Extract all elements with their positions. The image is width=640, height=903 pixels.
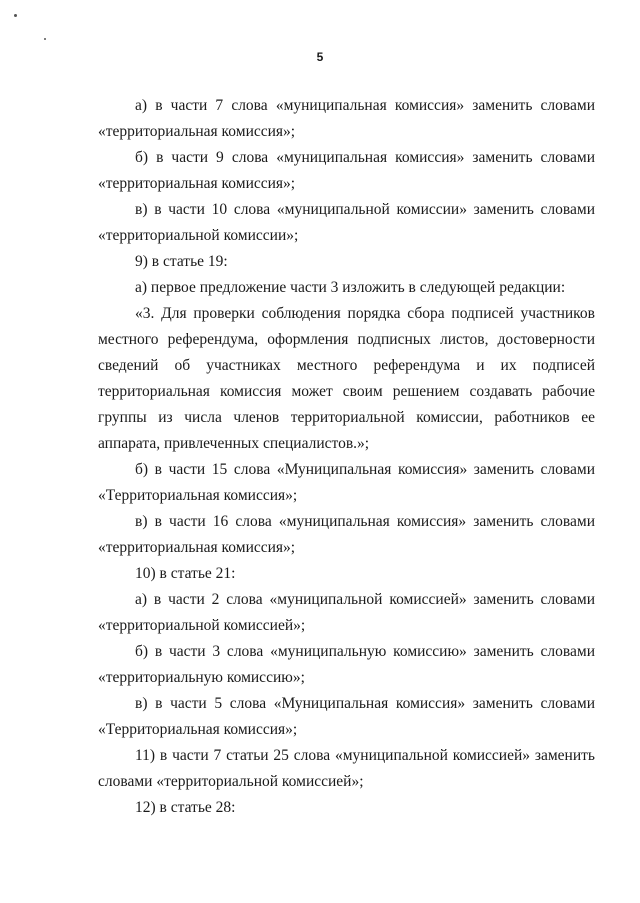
- paragraph: а) первое предложение части 3 изложить в следующей редакции:: [135, 279, 566, 296]
- document-body: [98, 93, 595, 821]
- paragraph: в) в части 16 слова «муниципальная комиссия» заменить словами «территориальная комиссия»;: [98, 513, 595, 556]
- paragraph: 9) в статье 19:: [135, 253, 228, 270]
- paragraph: «3. Для проверки соблюдения порядка сбора подписей участников местного референдума, оформления подписных листов, достоверности сведений об участниках местного референдума и их подписей территориальная комиссия может своим решением создавать рабочие группы из числа членов территориальной комиссии, работников ее аппарата, привлеченных специалистов.»;: [98, 305, 595, 452]
- paragraph: 10) в статье 21:: [135, 565, 236, 582]
- scan-speck: [44, 38, 46, 40]
- paragraph: в) в части 10 слова «муниципальной комиссии» заменить словами «территориальной комиссии»;: [98, 201, 595, 244]
- paragraph: а) в части 7 слова «муниципальная комиссия» заменить словами «территориальная комиссия»;: [98, 97, 595, 140]
- page-number: 5: [316, 50, 324, 64]
- paragraph: б) в части 9 слова «муниципальная комиссия» заменить словами «территориальная комиссия»;: [98, 149, 595, 192]
- paragraph: 11) в части 7 статьи 25 слова «муниципальной комиссией» заменить словами «территориальной комиссией»;: [98, 747, 595, 790]
- paragraph: 12) в статье 28:: [135, 799, 236, 816]
- paragraph: в) в части 5 слова «Муниципальная комиссия» заменить словами «Территориальная комиссия»;: [98, 695, 595, 738]
- paragraph: б) в части 15 слова «Муниципальная комиссия» заменить словами «Территориальная комиссия»;: [98, 461, 595, 504]
- scan-speck: [14, 14, 17, 17]
- paragraph: б) в части 3 слова «муниципальную комиссию» заменить словами «территориальную комиссию»;: [98, 643, 595, 686]
- paragraph: а) в части 2 слова «муниципальной комиссией» заменить словами «территориальной комиссией»;: [98, 591, 595, 634]
